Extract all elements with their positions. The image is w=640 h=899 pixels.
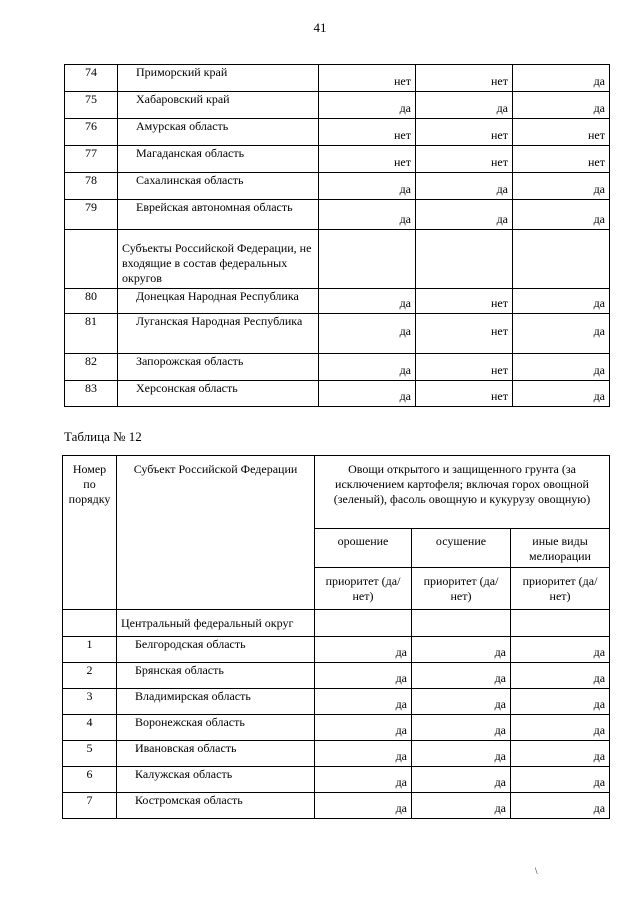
section-row <box>65 230 610 289</box>
value-drainage: да <box>412 663 511 689</box>
value-irrigation: нет <box>319 146 416 173</box>
table-row <box>63 663 610 689</box>
value-irrigation: да <box>319 381 416 407</box>
table-row <box>63 689 610 715</box>
table-row <box>65 381 610 407</box>
value-drainage: да <box>416 92 513 119</box>
row-number: 4 <box>63 715 117 741</box>
empty-cell <box>513 230 610 289</box>
header-subject: Субъект Российской Федерации <box>117 456 315 610</box>
table-row <box>63 637 610 663</box>
page-number: 41 <box>313 20 327 35</box>
value-drainage: нет <box>416 381 513 407</box>
region-name: Ивановская область <box>117 741 315 767</box>
header-priority: приоритет (да/нет) <box>511 568 610 610</box>
value-other: да <box>513 314 610 354</box>
header-irrigation: орошение <box>315 529 412 568</box>
value-other: да <box>513 381 610 407</box>
value-other: нет <box>513 119 610 146</box>
value-other: да <box>513 354 610 381</box>
region-name: Луганская Народная Республика <box>118 314 319 354</box>
empty-cell <box>511 610 610 637</box>
header-row <box>63 456 610 529</box>
row-number: 77 <box>65 146 118 173</box>
district-row <box>63 610 610 637</box>
value-irrigation: да <box>319 354 416 381</box>
value-irrigation: да <box>319 92 416 119</box>
empty-cell <box>416 230 513 289</box>
value-other: да <box>513 289 610 314</box>
value-irrigation: да <box>315 715 412 741</box>
value-other: да <box>511 793 610 819</box>
region-name: Брянская область <box>117 663 315 689</box>
header-priority: приоритет (да/нет) <box>412 568 511 610</box>
value-drainage: нет <box>416 314 513 354</box>
region-name: Херсонская область <box>118 381 319 407</box>
row-number: 7 <box>63 793 117 819</box>
value-irrigation: нет <box>319 65 416 92</box>
value-irrigation: да <box>319 173 416 200</box>
table-row <box>65 146 610 173</box>
row-number: 74 <box>65 65 118 92</box>
value-drainage: нет <box>416 65 513 92</box>
value-other: да <box>513 173 610 200</box>
value-irrigation: да <box>315 689 412 715</box>
region-name: Еврейская автономная область <box>118 200 319 230</box>
region-name: Калужская область <box>117 767 315 793</box>
table-row <box>65 200 610 230</box>
row-number: 79 <box>65 200 118 230</box>
value-irrigation: да <box>315 741 412 767</box>
row-number: 81 <box>65 314 118 354</box>
value-irrigation: да <box>319 289 416 314</box>
empty-cell <box>63 610 117 637</box>
region-name: Магаданская область <box>118 146 319 173</box>
row-number: 80 <box>65 289 118 314</box>
empty-cell <box>319 230 416 289</box>
region-name: Запорожская область <box>118 354 319 381</box>
table-row <box>63 793 610 819</box>
section-title: Субъекты Российской Федерации, не входящие в состав федеральных округов <box>118 230 319 289</box>
region-name: Белгородская область <box>117 637 315 663</box>
value-other: да <box>513 65 610 92</box>
value-irrigation: да <box>315 637 412 663</box>
value-drainage: да <box>412 715 511 741</box>
value-other: да <box>511 767 610 793</box>
value-irrigation: да <box>315 767 412 793</box>
region-name: Донецкая Народная Республика <box>118 289 319 314</box>
value-irrigation: да <box>315 793 412 819</box>
header-drainage: осушение <box>412 529 511 568</box>
table-row <box>63 767 610 793</box>
table-row <box>65 119 610 146</box>
value-other: да <box>511 689 610 715</box>
scan-mark: \ <box>535 866 538 876</box>
table-row <box>65 289 610 314</box>
empty-cell <box>412 610 511 637</box>
table-row <box>63 715 610 741</box>
row-number: 3 <box>63 689 117 715</box>
table-12 <box>62 455 610 819</box>
value-irrigation: да <box>319 200 416 230</box>
region-name: Владимирская область <box>117 689 315 715</box>
value-other: да <box>513 92 610 119</box>
value-drainage: да <box>412 793 511 819</box>
value-drainage: нет <box>416 146 513 173</box>
empty-cell <box>315 610 412 637</box>
value-irrigation: нет <box>319 119 416 146</box>
region-name: Сахалинская область <box>118 173 319 200</box>
region-name: Хабаровский край <box>118 92 319 119</box>
value-other: нет <box>513 146 610 173</box>
row-number: 83 <box>65 381 118 407</box>
value-drainage: нет <box>416 354 513 381</box>
header-row-number: Номер по порядку <box>63 456 117 610</box>
region-name: Костромская область <box>117 793 315 819</box>
value-other: да <box>511 741 610 767</box>
value-drainage: да <box>412 741 511 767</box>
value-irrigation: да <box>315 663 412 689</box>
header-priority: приоритет (да/нет) <box>315 568 412 610</box>
row-number: 5 <box>63 741 117 767</box>
empty-cell <box>65 230 118 289</box>
table-row <box>65 314 610 354</box>
header-other-reclamation: иные виды мелиорации <box>511 529 610 568</box>
table-row <box>63 741 610 767</box>
value-drainage: нет <box>416 119 513 146</box>
value-drainage: да <box>412 689 511 715</box>
value-irrigation: да <box>319 314 416 354</box>
table-row <box>65 354 610 381</box>
value-other: да <box>511 663 610 689</box>
row-number: 75 <box>65 92 118 119</box>
table-caption: Таблица № 12 <box>64 429 142 444</box>
table-row <box>65 65 610 92</box>
row-number: 6 <box>63 767 117 793</box>
row-number: 76 <box>65 119 118 146</box>
value-other: да <box>511 637 610 663</box>
value-drainage: да <box>416 173 513 200</box>
region-name: Приморский край <box>118 65 319 92</box>
district-name: Центральный федеральный округ <box>117 610 315 637</box>
value-drainage: да <box>416 200 513 230</box>
row-number: 1 <box>63 637 117 663</box>
row-number: 78 <box>65 173 118 200</box>
value-drainage: да <box>412 767 511 793</box>
table-row <box>65 173 610 200</box>
row-number: 82 <box>65 354 118 381</box>
value-drainage: да <box>412 637 511 663</box>
value-other: да <box>511 715 610 741</box>
table-row <box>65 92 610 119</box>
header-crop-group: Овощи открытого и защищенного грунта (за исключением картофеля; включая горох овощной (зеленый), фасоль овощную и кукурузу овощную) <box>315 456 610 529</box>
region-name: Амурская область <box>118 119 319 146</box>
value-drainage: нет <box>416 289 513 314</box>
value-other: да <box>513 200 610 230</box>
regions-table-continued <box>64 64 610 407</box>
row-number: 2 <box>63 663 117 689</box>
region-name: Воронежская область <box>117 715 315 741</box>
